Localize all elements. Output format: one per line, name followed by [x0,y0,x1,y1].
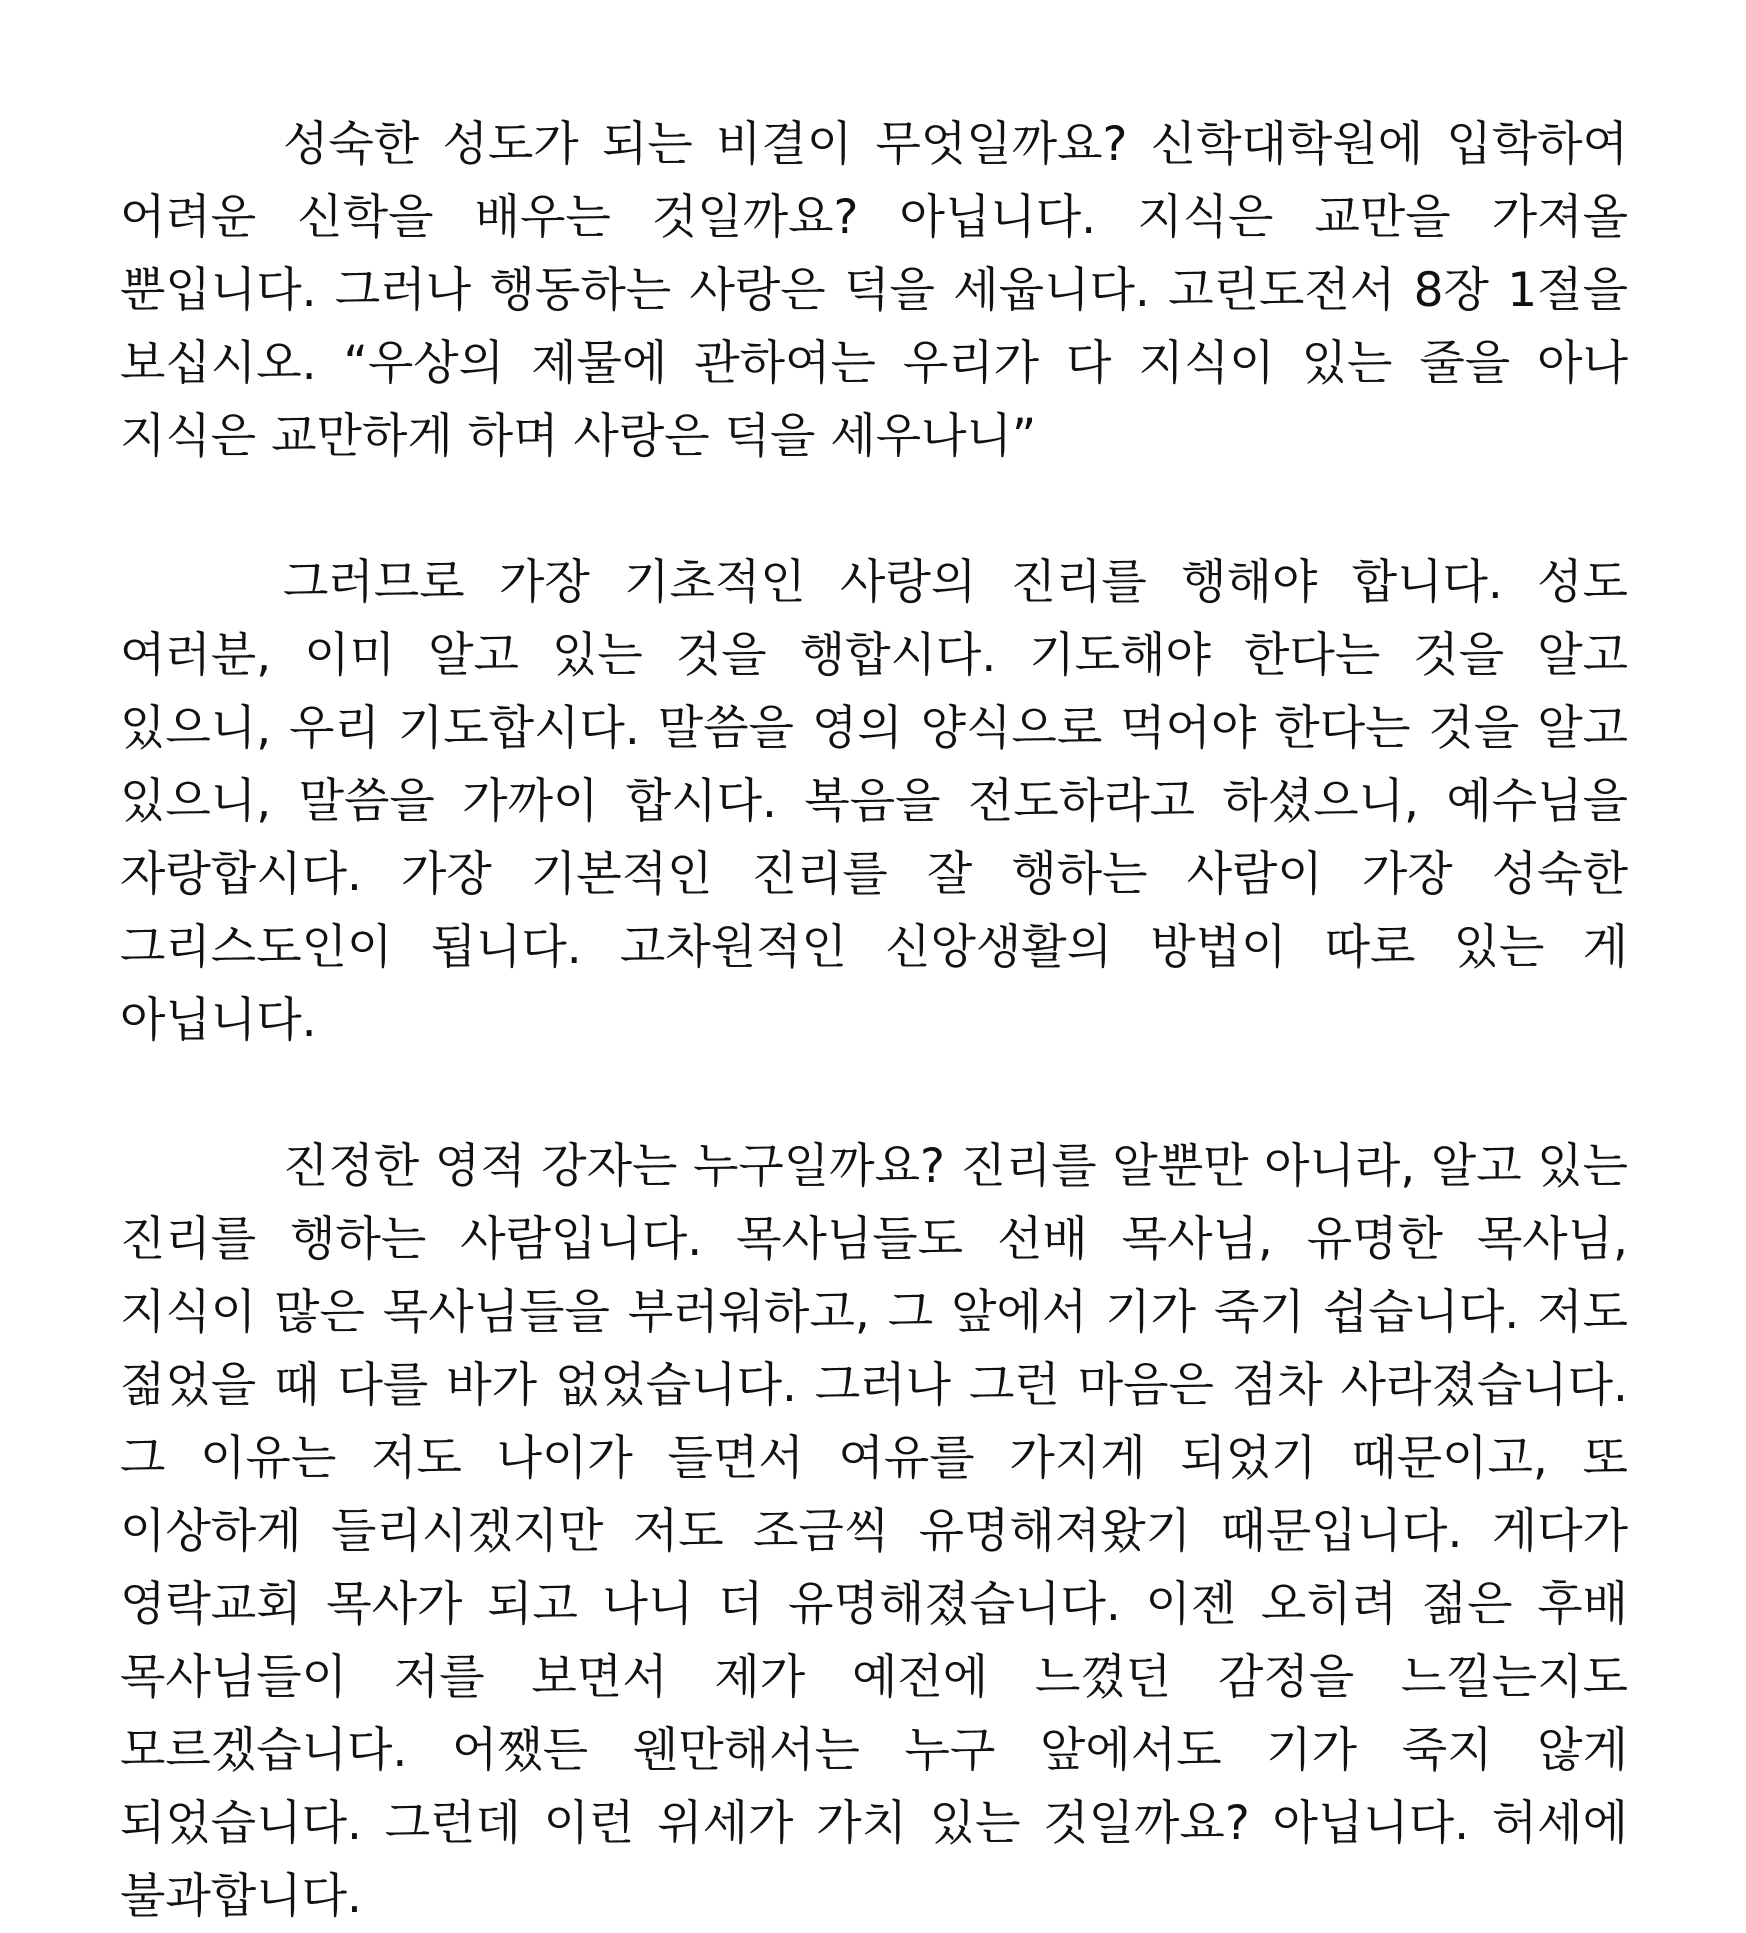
paragraph-2: 그러므로 가장 기초적인 사랑의 진리를 행해야 합니다. 성도 여러분, 이미 알고 있는 것을 행합시다. 기도해야 한다는 것을 알고 있으니, 우리 기도합시다. 말씀을 영의 양식으로 먹어야 한다는 것을 알고 있으니, 말씀을 가까이 합시다. 복음을 전도하라고 하셨으니, 예수님을 자랑합시다. 가장 기본적인 진리를 잘 행하는 사람이 가장 성숙한 그리스도인이 됩니다. 고차원적인 신앙생활의 방법이 따로 있는 게 아닙니다. [120,555,1628,1048]
document-page [120,108,1628,1933]
paragraph-3: 진정한 영적 강자는 누구일까요? 진리를 알뿐만 아니라, 알고 있는 진리를 행하는 사람입니다. 목사님들도 선배 목사님, 유명한 목사님, 지식이 많은 목사님들을 부러워하고, 그 앞에서 기가 죽기 쉽습니다. 저도 젊었을 때 다를 바가 없었습니다. 그러나 그런 마음은 점차 사라졌습니다. 그 이유는 저도 나이가 들면서 여유를 가지게 되었기 때문이고, 또 이상하게 들리시겠지만 저도 조금씩 유명해져왔기 때문입니다. 게다가 영락교회 목사가 되고 나니 더 유명해졌습니다. 이젠 오히려 젊은 후배 목사님들이 저를 보면서 제가 예전에 느꼈던 감정을 느낄는지도 모르겠습니다. 어쨌든 웬만해서는 누구 앞에서도 기가 죽지 않게 되었습니다. 그런데 이런 위세가 가치 있는 것일까요? 아닙니다. 허세에 불과합니다. [120,1139,1628,1924]
paragraph-1: 성숙한 성도가 되는 비결이 무엇일까요? 신학대학원에 입학하여 어려운 신학을 배우는 것일까요? 아닙니다. 지식은 교만을 가져올 뿐입니다. 그러나 행동하는 사랑은 덕을 세웁니다. 고린도전서 8장 1절을 보십시오. “우상의 제물에 관하여는 우리가 다 지식이 있는 줄을 아나 지식은 교만하게 하며 사랑은 덕을 세우나니” [120,117,1628,464]
